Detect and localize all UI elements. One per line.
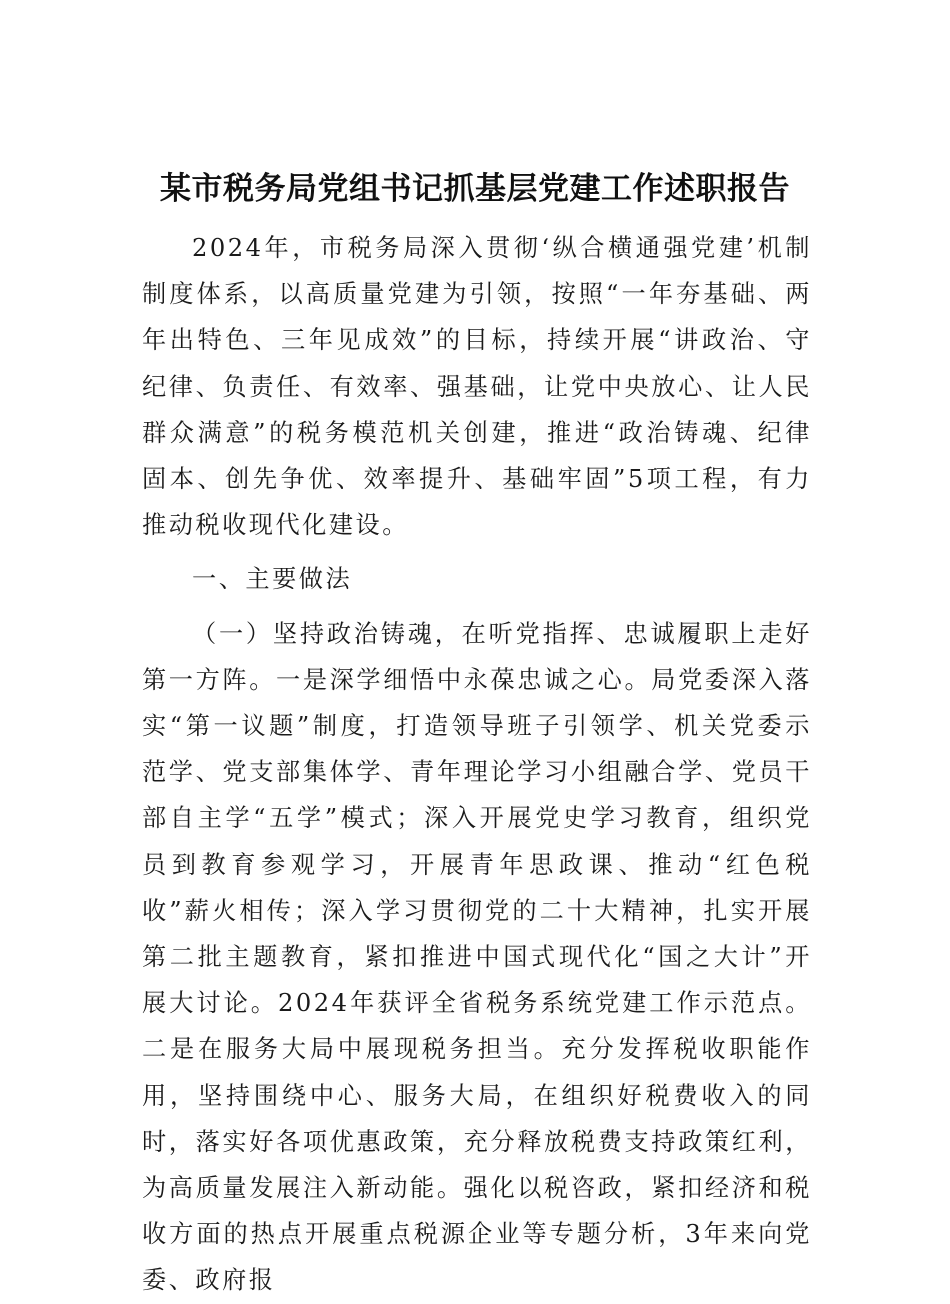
section-heading: 一、主要做法: [192, 565, 353, 594]
section-paragraph: （一）坚持政治铸魂，在听党指挥、忠诚履职上走好第一方阵。一是深学细悟中永葆忠诚之心。局党委深入落实“第一议题”制度，打造领导班子引领学、机关党委示范学、党支部集体学、青年理论学习小组融合学、党员干部自主学“五学”模式；深入开展党史学习教育，组织党员到教育参观学习，开展青年思政课、推动“红色税收”薪火相传；深入学习贯彻党的二十大精神，扎实开展第二批主题教育，紧扣推进中国式现代化“国之大计”开展大讨论。2024年获评全省税务系统党建工作示范点。二是在服务大局中展现税务担当。充分发挥税收职能作用，坚持围绕中心、服务大局，在组织好税费收入的同时，落实好各项优惠政策，充分释放税费支持政策红利，为高质量发展注入新动能。强化以税咨政，紧扣经济和税收方面的热点开展重点税源企业等专题分析，3年来向党委、政府报: [142, 619, 812, 1295]
intro-paragraph: 2024年，市税务局深入贯彻‘纵合横通强党建’机制制度体系，以高质量党建为引领，按照“一年夯基础、两年出特色、三年见成效”的目标，持续开展“讲政治、守纪律、负责任、有效率、强基础，让党中央放心、让人民群众满意”的税务模范机关创建，推进“政治铸魂、纪律固本、创先争优、效率提升、基础牢固”5项工程，有力推动税收现代化建设。: [142, 234, 812, 540]
page-title: 某市税务局党组书记抓基层党建工作述职报告: [160, 171, 790, 207]
document-body: [142, 225, 812, 1304]
